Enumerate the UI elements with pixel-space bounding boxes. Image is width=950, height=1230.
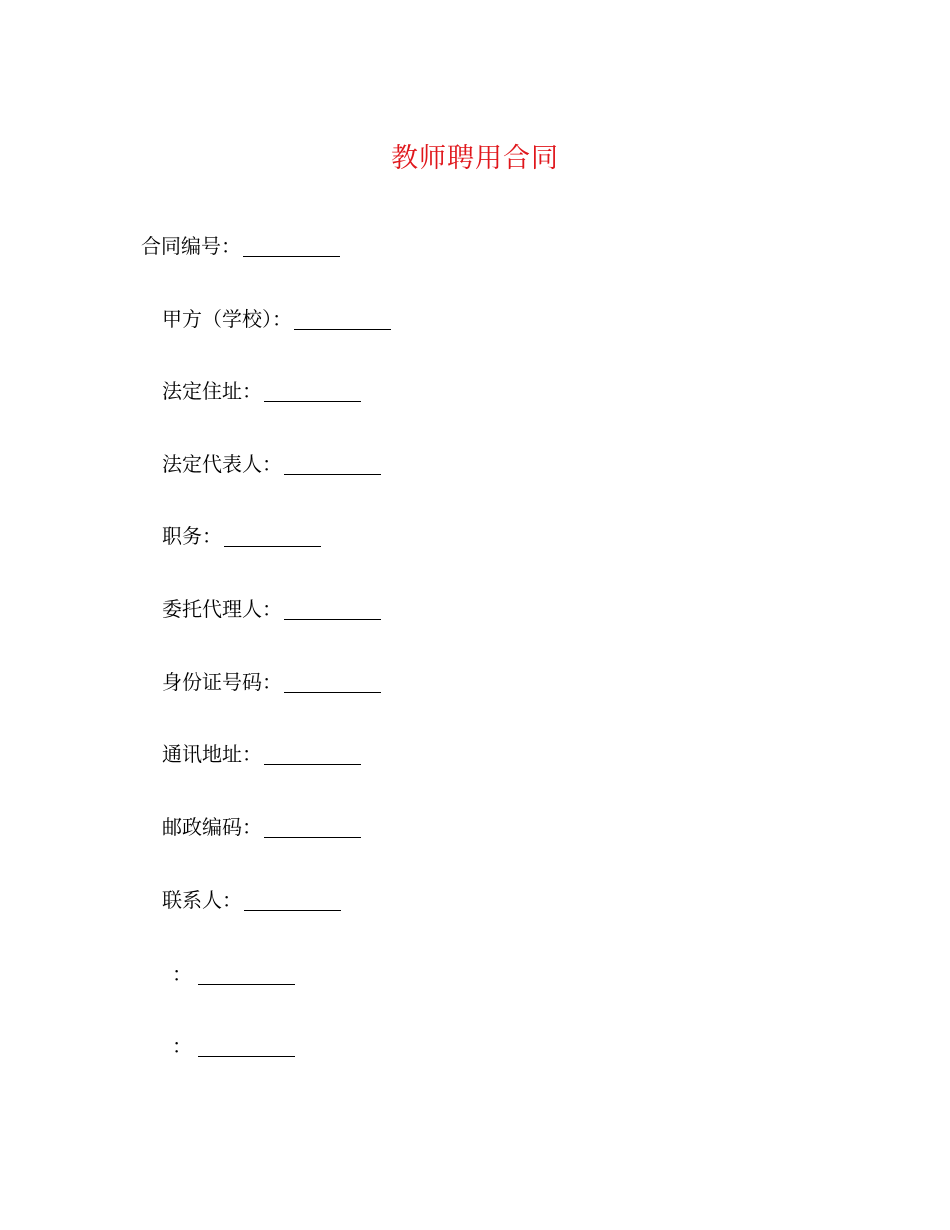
field-label: ： (172, 1034, 192, 1058)
field-label: 法定住址： (162, 379, 262, 403)
fill-in-blank[interactable] (198, 1055, 295, 1057)
fill-in-blank[interactable] (264, 836, 361, 838)
document-title: 教师聘用合同 (391, 143, 559, 174)
fill-in-blank[interactable] (224, 545, 321, 547)
fill-in-blank[interactable] (284, 473, 381, 475)
fill-in-blank[interactable] (284, 691, 381, 693)
field-label: 委托代理人： (162, 597, 282, 621)
field-unlabeled-2 (172, 1031, 295, 1061)
field-party-a (162, 304, 391, 334)
fill-in-blank[interactable] (243, 255, 340, 257)
field-legal-representative (162, 449, 381, 479)
field-contract-number (141, 231, 340, 261)
field-id-number (162, 667, 381, 697)
field-unlabeled-1 (172, 959, 295, 989)
field-label: 联系人： (162, 888, 242, 912)
field-legal-address (162, 376, 361, 406)
fill-in-blank[interactable] (244, 909, 341, 911)
field-contact-person (162, 885, 341, 915)
fill-in-blank[interactable] (294, 328, 391, 330)
field-label: 邮政编码： (162, 815, 262, 839)
field-mailing-address (162, 739, 361, 769)
field-label: ： (172, 962, 192, 986)
fill-in-blank[interactable] (264, 763, 361, 765)
fill-in-blank[interactable] (264, 400, 361, 402)
field-label: 通讯地址： (162, 742, 262, 766)
field-authorized-agent (162, 594, 381, 624)
fill-in-blank[interactable] (198, 983, 295, 985)
field-label: 合同编号： (141, 234, 241, 258)
field-label: 职务： (162, 524, 222, 548)
field-label: 甲方（学校）： (162, 307, 292, 331)
fill-in-blank[interactable] (284, 618, 381, 620)
field-label: 身份证号码： (162, 670, 282, 694)
field-postal-code (162, 812, 361, 842)
field-label: 法定代表人： (162, 452, 282, 476)
field-position (162, 521, 321, 551)
